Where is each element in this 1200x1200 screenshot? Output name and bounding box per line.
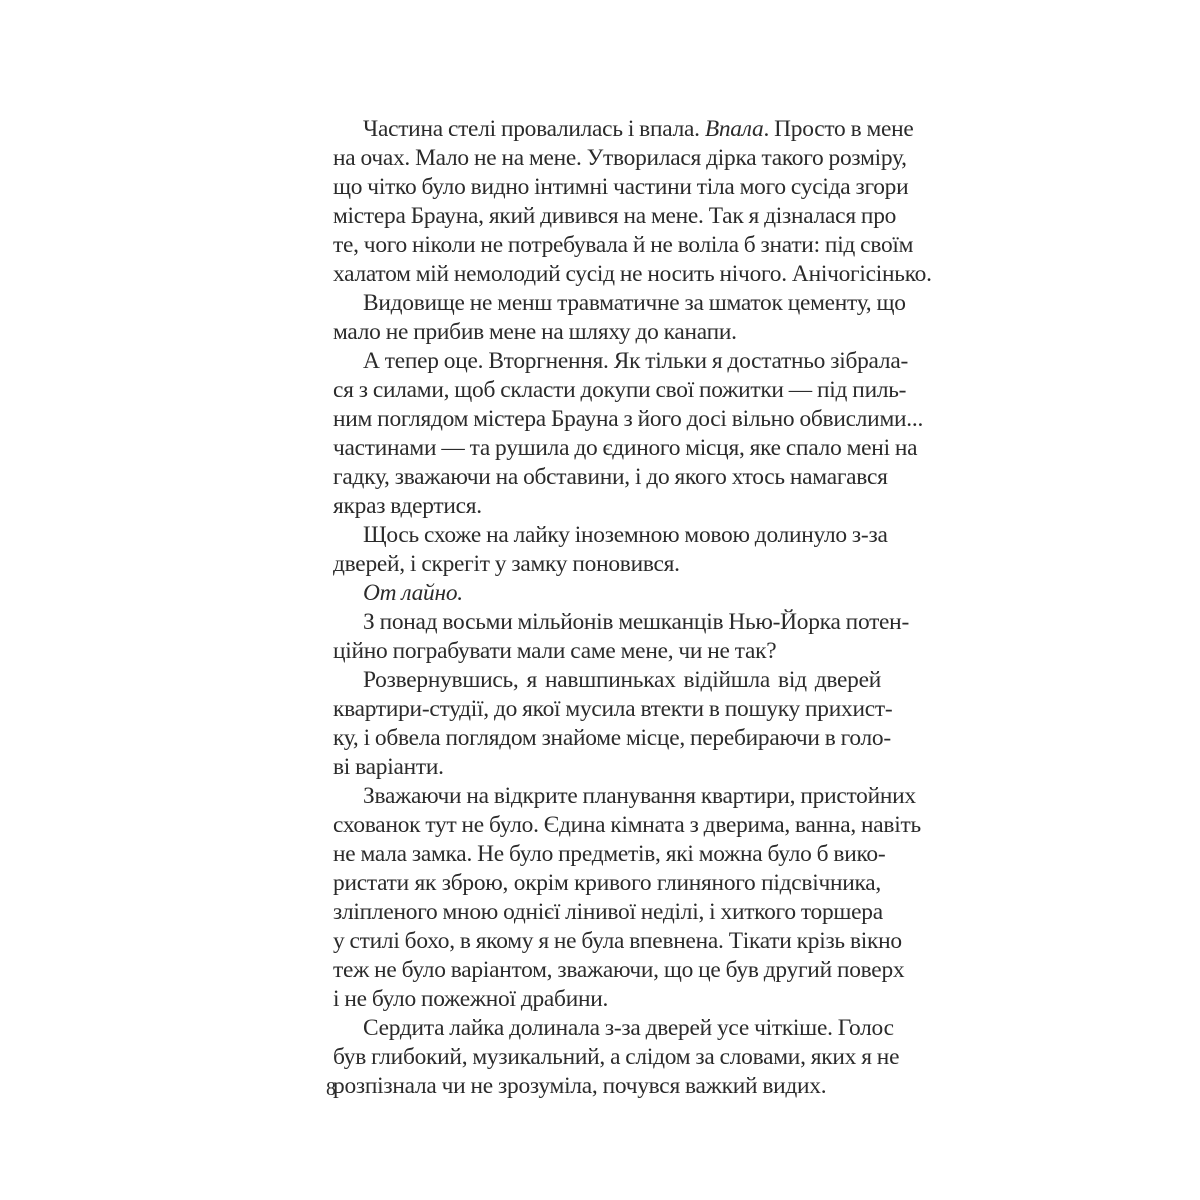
text-run: зліпленого мною однієї лінивої неділі, і хиткого торшера [333,899,883,925]
text-run: і не було пожежної драбини. [333,986,609,1012]
text-run: халатом мій немолодий сусід не носить нічого. Анічогісінько. [333,261,932,287]
text-run: гадку, зважаючи на обставини, і до якого хтось намагався [333,464,888,490]
text-run: Зважаючи на відкрите планування квартири, пристойних [363,783,916,809]
italic-text: Впала [704,116,764,142]
text-line [333,695,893,724]
text-run: на очах. Мало не на мене. Утворилася дірка такого розміру, [333,145,907,171]
paragraph [333,608,909,666]
paragraph [333,1014,900,1101]
text-line [333,608,909,637]
text-run: . Просто в мене [763,116,914,142]
text-line [333,144,907,173]
text-run: Сердита лайка долинала з-за дверей усе чіткіше. Голос [363,1015,894,1041]
text-line [333,463,888,492]
text-run: містера Брауна, який дивився на мене. Так я дізналася про [333,203,897,229]
text-line [333,1043,900,1072]
text-line [333,927,902,956]
text-line [333,782,916,811]
text-line [333,666,881,695]
text-line [333,898,881,927]
text-run: Видовище не менш травматичне за шматок цементу, що [363,290,906,316]
text-run: квартири-студії, до якої мусила втекти в пошуку прихист- [333,696,893,722]
text-run: розпізнала чи не зрозуміла, почувся важкий видих. [333,1073,827,1099]
text-line [333,173,909,202]
text-run: ційно пограбувати мали саме мене, чи не так? [333,638,777,664]
text-run: не мала замка. Не було предметів, які можна було б вико- [333,841,886,867]
text-line [333,1014,894,1043]
text-line [333,289,906,318]
page-number: 8 [326,1078,336,1100]
text-line [333,956,905,985]
text-run: Частина стелі провалилась і впала. [363,116,705,142]
text-line [333,811,921,840]
text-line [333,260,932,289]
paragraph [333,521,888,579]
text-run: ристати як зброю, окрім кривого глиняного підсвічника, [333,870,881,896]
text-run: був глибокий, музикальний, а слідом за словами, яких я не [333,1044,900,1070]
text-run: Щось схоже на лайку іноземною мовою долинуло з-за [363,522,888,548]
text-run: схованок тут не було. Єдина кімната з дверима, ванна, навіть [333,812,921,838]
text-run: Розвернувшись, я навшпиньках відійшла від дверей [363,667,881,693]
text-run: мало не прибив мене на шляху до канапи. [333,319,737,345]
paragraph [333,115,932,289]
text-run: те, чого ніколи не потребувала й не воліла б знати: під своїм [333,232,914,258]
text-line [333,202,897,231]
paragraph [333,666,893,782]
text-run: що чітко було видно інтимні частини тіла мого сусіда згори [333,174,909,200]
text-run: теж не було варіантом, зважаючи, що це був другий поверх [333,957,905,983]
text-line [333,521,888,550]
italic-text: От лайно. [363,580,463,606]
text-line [333,115,914,144]
paragraph [333,347,924,521]
text-run: у стилі бохо, в якому я не була впевнена. Тікати крізь вікно [333,928,902,954]
text-line [333,985,881,1014]
text-run: частинами — та рушила до єдиного місця, яке спало мені на [333,435,918,461]
text-line [333,840,886,869]
text-run: дверей, і скрегіт у замку поновився. [333,551,680,577]
text-run: ві варіанти. [333,754,444,780]
paragraph [333,289,906,347]
text-line [333,869,881,898]
text-line [333,1072,881,1101]
body-text [333,115,932,1101]
text-line [333,550,881,579]
text-line [333,376,907,405]
text-line [333,579,881,608]
text-line [333,724,891,753]
text-run: З понад восьми мільйонів мешканців Нью-Йорка потен- [363,609,909,635]
text-line [333,753,881,782]
text-line [333,405,924,434]
text-line [333,637,881,666]
text-run: якраз вдертися. [333,493,482,519]
text-line [333,434,918,463]
text-run: ку, і обвела поглядом знайоме місце, перебираючи в голо- [333,725,891,751]
paragraph [333,579,881,608]
text-line [333,492,881,521]
text-run: А тепер оце. Вторгнення. Як тільки я достатньо зібрала- [363,348,908,374]
paragraph [333,782,921,1014]
text-line [333,318,881,347]
text-run: ся з силами, щоб скласти докупи свої пожитки — під пиль- [333,377,907,403]
text-run: ним поглядом містера Брауна з його досі вільно обвислими... [333,406,924,432]
text-line [333,231,914,260]
text-line [333,347,908,376]
